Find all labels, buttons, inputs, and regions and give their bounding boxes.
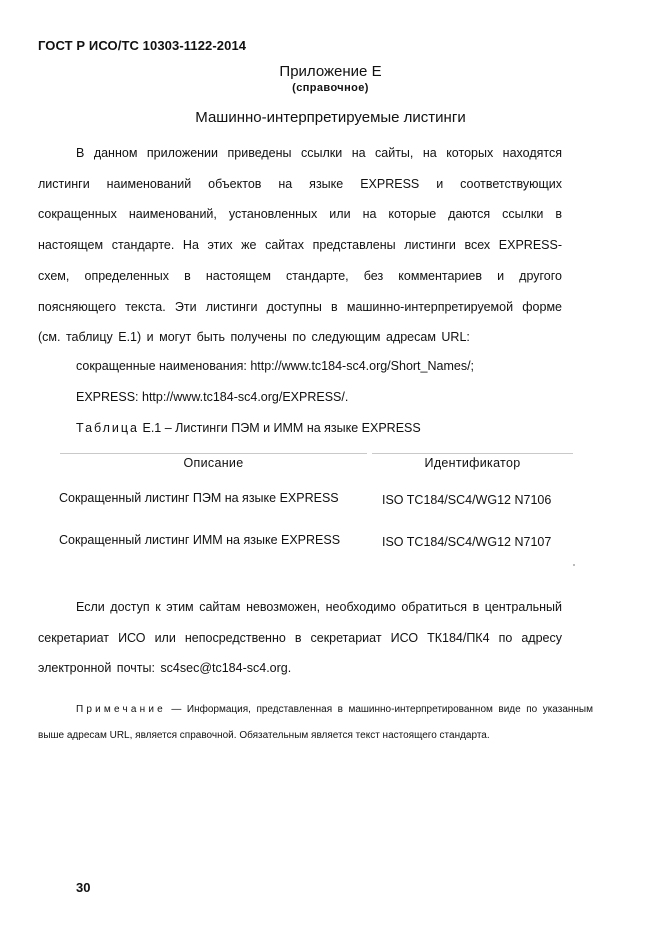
table-caption-label: Таблица xyxy=(76,421,140,435)
intro-paragraph: В данном приложении приведены ссылки на сайты, на которых находятся листинги наименований объектов на языке EXPRESS и соответствующих сокращенных наименований, установленных или на которые даются ссылки в настоящем стандарте. На этих же сайтах представлены листинги всех EXPRESS-схем, определенных в настоящем стандарте, без комментариев и другого поясняющего текста. Эти листинги доступны в машинно-интерпретируемой форме (см. таблицу Е.1) и могут быть получены по следующим адресам URL: xyxy=(38,146,562,345)
contact-paragraph: Если доступ к этим сайтам невозможен, необходимо обратиться в центральный секретариат ИСО или непосредственно в секретариат ИСО ТК184/ПК4 по адресу электронной почты: sc4sec@tc184-sc4.org. xyxy=(38,600,562,676)
table-caption xyxy=(76,421,421,435)
table-cell-identifier: ISO TC184/SC4/WG12 N7106 xyxy=(382,493,552,507)
table-header-identifier: Идентификатор xyxy=(424,456,521,470)
url-short-names: сокращенные наименования: http://www.tc184-sc4.org/Short_Names/; xyxy=(76,359,475,373)
table-header-description: Описание xyxy=(183,456,244,470)
section-title: Машинно-интерпретируемые листинги xyxy=(195,109,466,126)
table-top-rule-left xyxy=(60,453,367,454)
table-cell-identifier: ISO TC184/SC4/WG12 N7107 xyxy=(382,535,552,549)
table-cell-description: Сокращенный листинг ПЭМ на языке EXPRESS xyxy=(59,491,339,505)
url-express: EXPRESS: http://www.tc184-sc4.org/EXPRESS/. xyxy=(76,390,349,404)
appendix-subtitle: (справочное) xyxy=(292,82,369,94)
table-cell-description: Сокращенный листинг ИММ на языке EXPRESS xyxy=(59,533,341,547)
table-caption-text: Е.1 – Листинги ПЭМ и ИММ на языке EXPRESS xyxy=(142,421,421,435)
page-number: 30 xyxy=(76,880,91,895)
note-label: Примечание xyxy=(76,704,166,715)
note xyxy=(38,697,593,748)
table-corner-mark xyxy=(573,564,575,566)
note-text: — Информация, представленная в машинно-интерпретированном виде по указанным выше адресам URL, является справочной. Обязательным является текст настоящего стандарта. xyxy=(38,704,593,741)
appendix-title: Приложение Е xyxy=(279,63,382,80)
table-top-rule-right xyxy=(372,453,573,454)
standard-code: ГОСТ Р ИСО/ТС 10303-1122-2014 xyxy=(38,38,247,53)
